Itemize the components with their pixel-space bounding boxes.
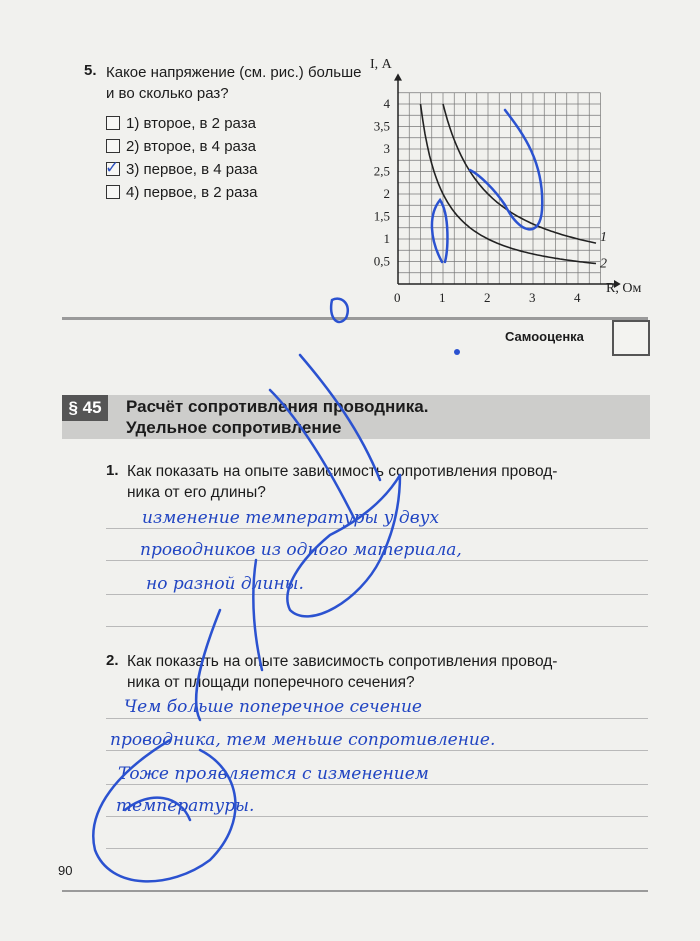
check-mark-icon: ✓ — [105, 158, 120, 178]
section-title-line-1: Расчёт сопротивления проводника. — [126, 397, 429, 416]
page-number: 90 — [58, 863, 73, 878]
option-2-label: 2) второе, в 4 раза — [126, 137, 256, 155]
series-label-2: 2 — [600, 256, 607, 272]
option-4-label: 4) первое, в 2 раза — [126, 183, 258, 201]
bottom-rule — [62, 890, 648, 892]
divider — [62, 317, 648, 320]
current-resistance-graph — [362, 52, 682, 302]
series-line-1 — [443, 104, 596, 243]
section-title — [126, 396, 428, 438]
y-tick-label: 4 — [383, 96, 390, 111]
series-line-2 — [421, 104, 597, 264]
answer-line — [106, 528, 648, 529]
q1-answer-line-2[interactable]: проводников из одного материала, — [140, 540, 462, 560]
q2-text-line-1: Как показать на опыте зависимость сопротивления провод- — [127, 653, 558, 670]
ink-dot — [454, 349, 460, 355]
x-tick-label: 2 — [484, 290, 491, 302]
x-tick-label: 3 — [529, 290, 536, 302]
answer-line — [106, 560, 648, 561]
option-4[interactable] — [106, 181, 258, 203]
answer-line — [106, 750, 648, 751]
tick-labels — [374, 96, 581, 302]
task-5-number: 5. — [84, 62, 97, 79]
y-tick-label: 3,5 — [373, 118, 390, 134]
y-tick-label: 2 — [383, 186, 390, 201]
q2-text-line-2: ника от площади поперечного сечения? — [127, 674, 415, 691]
y-axis-arrow-icon — [394, 73, 402, 80]
series-lines — [421, 104, 608, 272]
option-2-checkbox[interactable] — [106, 139, 120, 153]
q2-text — [127, 651, 667, 693]
q1-answer-line-3[interactable]: но разной длины. — [146, 574, 304, 594]
section-badge: § 45 — [62, 395, 108, 421]
option-3-label: 3) первое, в 4 раза — [126, 160, 258, 178]
x-tick-label: 0 — [394, 290, 401, 302]
answer-line — [106, 718, 648, 719]
answer-line — [106, 816, 648, 817]
q2-answer-line-4[interactable]: температуры. — [116, 796, 255, 816]
self-assessment-box[interactable] — [612, 320, 650, 356]
q2-answer-line-3[interactable]: Тоже проявляется с изменением — [118, 764, 429, 784]
answer-line — [106, 594, 648, 595]
y-tick-label: 1 — [383, 231, 390, 246]
q1-number: 1. — [106, 462, 119, 479]
q1-answer-line-1[interactable]: изменение температуры у двух — [142, 508, 440, 528]
answer-line — [106, 626, 648, 627]
section-title-line-2: Удельное сопротивление — [126, 418, 342, 437]
option-2[interactable] — [106, 135, 256, 157]
axes — [394, 73, 621, 288]
q1-text — [127, 461, 667, 503]
q1-text-line-1: Как показать на опыте зависимость сопротивления провод- — [127, 463, 558, 480]
series-label-1: 1 — [600, 230, 607, 246]
x-tick-label: 4 — [574, 290, 581, 302]
x-tick-label: 1 — [439, 290, 446, 302]
y-tick-label: 1,5 — [373, 208, 390, 224]
q1-text-line-2: ника от его длины? — [127, 484, 266, 501]
option-1-checkbox[interactable] — [106, 116, 120, 130]
option-1-label: 1) второе, в 2 раза — [126, 114, 256, 132]
y-tick-label: 3 — [383, 141, 390, 156]
y-axis-label: I, А — [370, 57, 392, 72]
y-tick-label: 2,5 — [373, 163, 390, 179]
q2-answer-line-2[interactable]: проводника, тем меньше сопротивление. — [110, 730, 496, 750]
grid — [398, 93, 601, 284]
task-5-question: Какое напряжение (см. рис.) больше и во сколько раз? — [106, 64, 362, 102]
x-axis-label: R, Ом — [606, 281, 642, 296]
option-3-checkbox[interactable] — [105, 158, 120, 178]
option-1[interactable] — [106, 112, 256, 134]
y-tick-label: 0,5 — [373, 253, 390, 269]
option-3[interactable] — [106, 158, 258, 180]
answer-line — [106, 848, 648, 849]
self-assessment-label: Самооценка — [505, 329, 584, 344]
answer-line — [106, 784, 648, 785]
q2-number: 2. — [106, 652, 119, 669]
q2-answer-line-1[interactable]: Чем больше поперечное сечение — [124, 697, 422, 717]
option-4-checkbox[interactable] — [106, 185, 120, 199]
